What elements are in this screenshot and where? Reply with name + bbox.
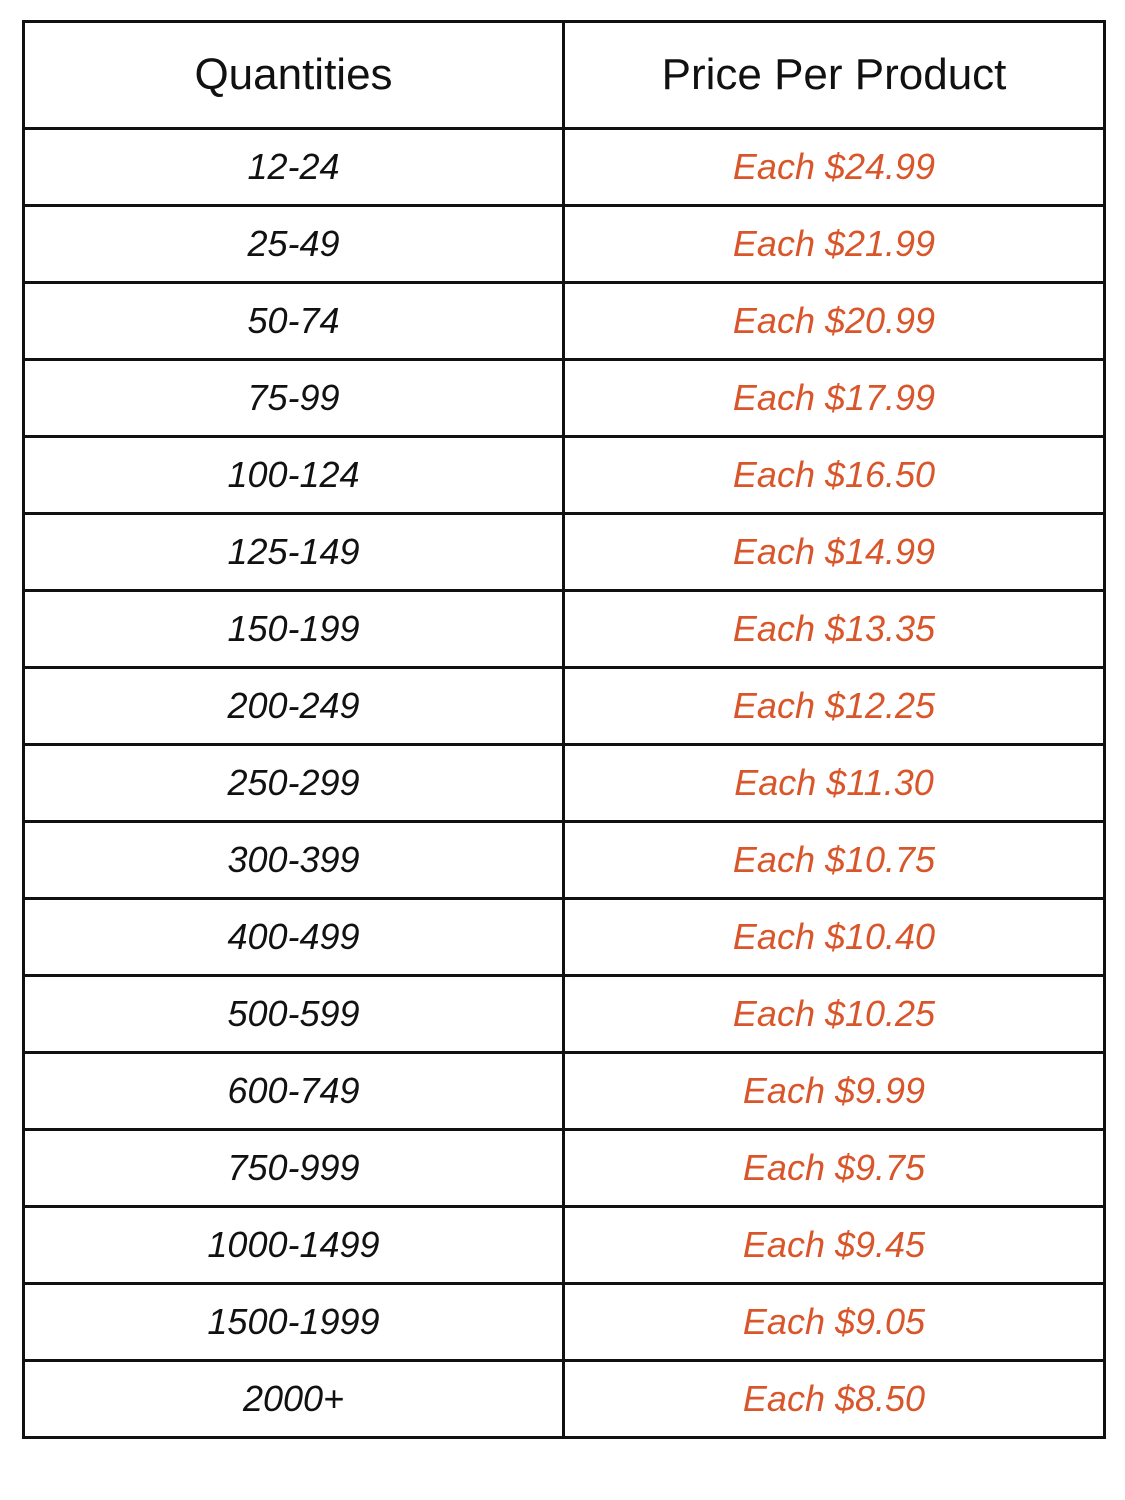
price-cell: Each $10.75 [564,822,1105,899]
pricing-table-container [22,20,1103,1439]
pricing-table [22,20,1106,1439]
price-cell: Each $10.25 [564,976,1105,1053]
quantity-cell: 12-24 [24,129,564,206]
quantity-cell: 1500-1999 [24,1284,564,1361]
table-row [24,1284,1105,1361]
table-row [24,899,1105,976]
table-row [24,206,1105,283]
table-row [24,668,1105,745]
quantity-cell: 600-749 [24,1053,564,1130]
price-cell: Each $21.99 [564,206,1105,283]
price-cell: Each $16.50 [564,437,1105,514]
quantity-cell: 75-99 [24,360,564,437]
table-row [24,360,1105,437]
header-price-per-product: Price Per Product [564,22,1105,129]
quantity-cell: 750-999 [24,1130,564,1207]
table-row [24,976,1105,1053]
table-row [24,1207,1105,1284]
price-cell: Each $24.99 [564,129,1105,206]
price-cell: Each $14.99 [564,514,1105,591]
quantity-cell: 200-249 [24,668,564,745]
price-cell: Each $10.40 [564,899,1105,976]
price-cell: Each $9.99 [564,1053,1105,1130]
quantity-cell: 300-399 [24,822,564,899]
price-cell: Each $12.25 [564,668,1105,745]
price-cell: Each $9.45 [564,1207,1105,1284]
table-row [24,129,1105,206]
quantity-cell: 2000+ [24,1361,564,1438]
quantity-cell: 250-299 [24,745,564,822]
table-row [24,514,1105,591]
price-cell: Each $11.30 [564,745,1105,822]
price-cell: Each $8.50 [564,1361,1105,1438]
price-cell: Each $9.05 [564,1284,1105,1361]
quantity-cell: 1000-1499 [24,1207,564,1284]
table-row [24,437,1105,514]
table-row [24,822,1105,899]
quantity-cell: 500-599 [24,976,564,1053]
quantity-cell: 125-149 [24,514,564,591]
table-row [24,1053,1105,1130]
price-cell: Each $13.35 [564,591,1105,668]
price-cell: Each $9.75 [564,1130,1105,1207]
quantity-cell: 150-199 [24,591,564,668]
table-header-row [24,22,1105,129]
quantity-cell: 50-74 [24,283,564,360]
table-row [24,1130,1105,1207]
quantity-cell: 400-499 [24,899,564,976]
quantity-cell: 100-124 [24,437,564,514]
price-cell: Each $17.99 [564,360,1105,437]
table-row [24,1361,1105,1438]
header-quantities: Quantities [24,22,564,129]
table-row [24,591,1105,668]
quantity-cell: 25-49 [24,206,564,283]
table-row [24,283,1105,360]
price-cell: Each $20.99 [564,283,1105,360]
table-row [24,745,1105,822]
